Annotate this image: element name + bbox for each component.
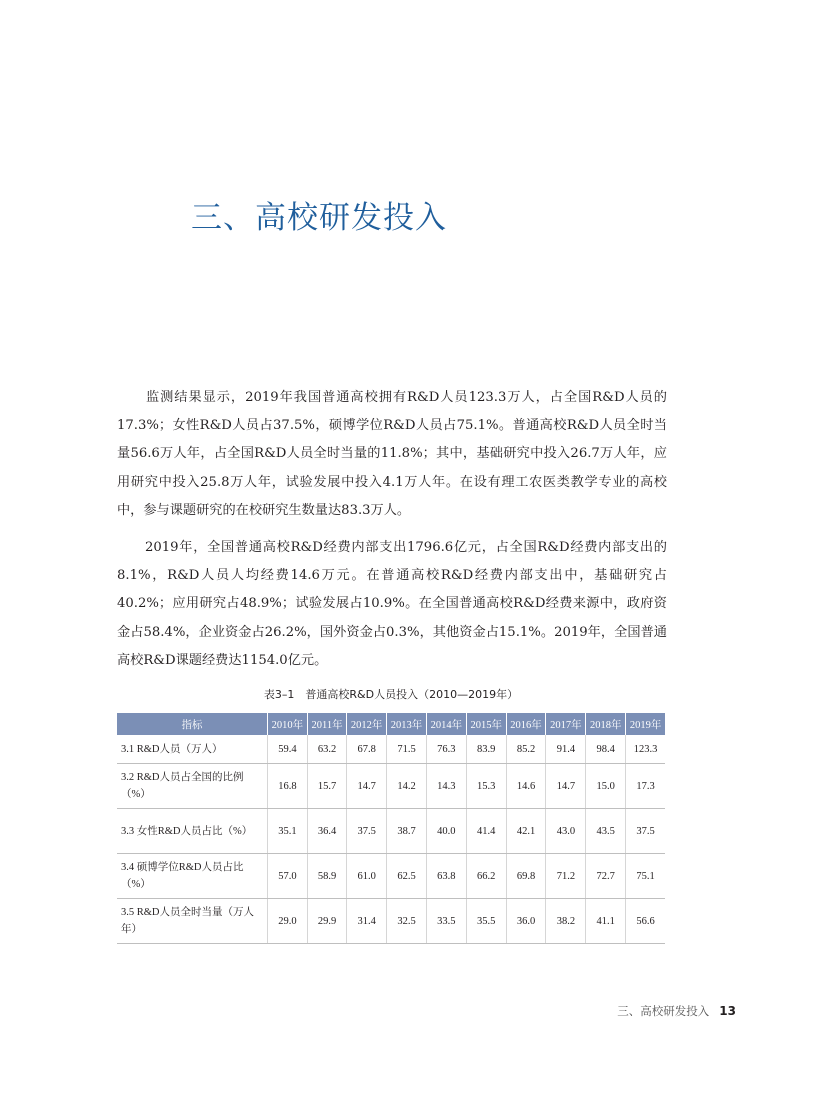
- table-cell: 43.0: [546, 809, 586, 854]
- table-cell: 14.6: [506, 764, 546, 809]
- table-cell: 41.1: [586, 899, 626, 944]
- table-cell: 14.7: [347, 764, 387, 809]
- table-cell: 66.2: [466, 854, 506, 899]
- table-caption: 表3–1 普通高校R&D人员投入（2010—2019年）: [263, 688, 519, 701]
- table-cell: 15.0: [586, 764, 626, 809]
- table-cell: 36.0: [506, 899, 546, 944]
- table-row: [117, 764, 665, 809]
- table-cell: 75.1: [626, 854, 665, 899]
- header-year: 2016年: [506, 713, 546, 735]
- header-year: 2017年: [546, 713, 586, 735]
- table-cell: 71.2: [546, 854, 586, 899]
- table-cell: 98.4: [586, 735, 626, 764]
- table-cell: 61.0: [347, 854, 387, 899]
- row-label: 3.5 R&D人员全时当量（万人年）: [117, 899, 268, 944]
- table-cell: 63.8: [426, 854, 466, 899]
- table-cell: 56.6: [626, 899, 665, 944]
- header-year: 2011年: [307, 713, 346, 735]
- table-cell: 63.2: [307, 735, 346, 764]
- header-year: 2014年: [426, 713, 466, 735]
- table-cell: 58.9: [307, 854, 346, 899]
- table-cell: 36.4: [307, 809, 346, 854]
- table-cell: 67.8: [347, 735, 387, 764]
- table-cell: 15.3: [466, 764, 506, 809]
- table-cell: 35.5: [466, 899, 506, 944]
- table-cell: 76.3: [426, 735, 466, 764]
- table-row: [117, 809, 665, 854]
- table-cell: 83.9: [466, 735, 506, 764]
- table-cell: 16.8: [268, 764, 308, 809]
- table-cell: 14.2: [387, 764, 427, 809]
- table-cell: 57.0: [268, 854, 308, 899]
- table-cell: 38.7: [387, 809, 427, 854]
- table-cell: 37.5: [626, 809, 665, 854]
- row-label: 3.3 女性R&D人员占比（%）: [117, 809, 268, 854]
- chapter-title: 三、高校研发投入: [191, 200, 447, 236]
- paragraph-funding: [117, 534, 667, 675]
- table-cell: 29.9: [307, 899, 346, 944]
- paragraph-text: 2019年，全国普通高校R&D经费内部支出1796.6亿元，占全国R&D经费内部支出的8.1%，R&D人员人均经费14.6万元。在普通高校R&D经费内部支出中，基础研究占40.2%；应用研究占48.9%；试验发展占10.9%。在全国普通高校R&D经费来源中，政府资金占58.4%，企业资金占26.2%，国外资金占0.3%，其他资金占15.1%。2019年，全国普通高校R&D课题经费达1154.0亿元。: [117, 540, 667, 668]
- table-cell: 14.7: [546, 764, 586, 809]
- rd-personnel-table: [117, 713, 665, 944]
- header-year: 2015年: [466, 713, 506, 735]
- table-cell: 15.7: [307, 764, 346, 809]
- header-year: 2010年: [268, 713, 308, 735]
- row-label: 3.1 R&D人员（万人）: [117, 735, 268, 764]
- table-cell: 38.2: [546, 899, 586, 944]
- table-cell: 62.5: [387, 854, 427, 899]
- page-footer: [617, 1003, 736, 1019]
- table-row: [117, 854, 665, 899]
- page-number: 13: [719, 1004, 736, 1018]
- table-cell: 85.2: [506, 735, 546, 764]
- table-cell: 59.4: [268, 735, 308, 764]
- table-row: [117, 899, 665, 944]
- header-year: 2013年: [387, 713, 427, 735]
- table-cell: 72.7: [586, 854, 626, 899]
- footer-section-title: 三、高校研发投入: [617, 1004, 710, 1018]
- header-indicator: 指标: [117, 713, 268, 735]
- table-cell: 69.8: [506, 854, 546, 899]
- table-cell: 29.0: [268, 899, 308, 944]
- row-label: 3.4 硕博学位R&D人员占比（%）: [117, 854, 268, 899]
- table-header-row: [117, 713, 665, 735]
- table-cell: 32.5: [387, 899, 427, 944]
- paragraph-text: 监测结果显示，2019年我国普通高校拥有R&D人员123.3万人，占全国R&D人员的17.3%；女性R&D人员占37.5%，硕博学位R&D人员占75.1%。普通高校R&D人员全时当量56.6万人年，占全国R&D人员全时当量的11.8%；其中，基础研究中投入26.7万人年，应用研究中投入25.8万人年，试验发展中投入4.1万人年。在设有理工农医类教学专业的高校中，参与课题研究的在校研究生数量达83.3万人。: [117, 390, 667, 518]
- table-cell: 14.3: [426, 764, 466, 809]
- header-year: 2019年: [626, 713, 665, 735]
- table-cell: 43.5: [586, 809, 626, 854]
- table-cell: 40.0: [426, 809, 466, 854]
- row-label: 3.2 R&D人员占全国的比例（%）: [117, 764, 268, 809]
- header-year: 2012年: [347, 713, 387, 735]
- header-year: 2018年: [586, 713, 626, 735]
- paragraph-personnel: [117, 384, 667, 525]
- table-row: [117, 735, 665, 764]
- table-cell: 71.5: [387, 735, 427, 764]
- table-cell: 37.5: [347, 809, 387, 854]
- table-cell: 123.3: [626, 735, 665, 764]
- table-cell: 91.4: [546, 735, 586, 764]
- table-cell: 42.1: [506, 809, 546, 854]
- table-cell: 41.4: [466, 809, 506, 854]
- table-cell: 17.3: [626, 764, 665, 809]
- table-cell: 35.1: [268, 809, 308, 854]
- table-cell: 33.5: [426, 899, 466, 944]
- table-cell: 31.4: [347, 899, 387, 944]
